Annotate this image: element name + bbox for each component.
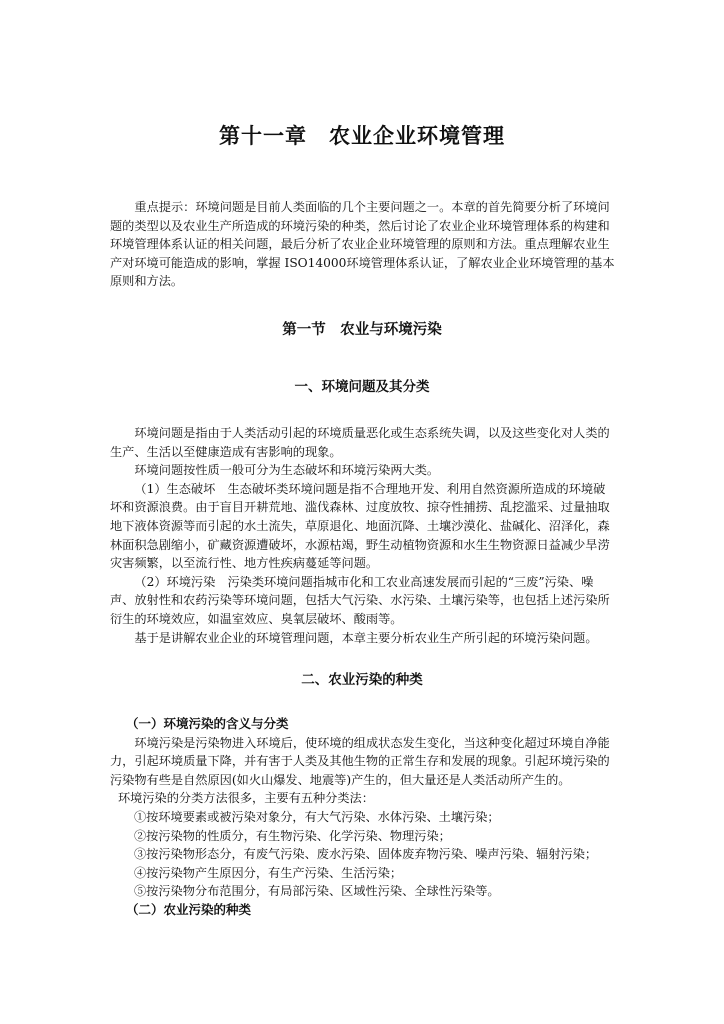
- paragraph: 环境问题按性质一般可分为生态破坏和环境污染两大类。: [134, 463, 440, 478]
- chapter-summary: 重点提示：环境问题是目前人类面临的几个主要问题之一。本章的首先简要分析了环境问题的类型以及农业生产所造成的环境污染的种类，然后讨论了农业企业环境管理体系的构建和环境管理体系认证的相关问题，最后分析了农业企业环境管理的原则和方法。重点理解农业生产对环境可能造成的影响，掌握 ISO14000环境管理体系认证，了解农业企业环境管理的基本原则和方法。: [110, 200, 615, 289]
- paragraph: 环境污染的分类方法很多，主要有五种分类法：: [118, 791, 374, 806]
- subsection-heading: （一）环境污染的含义与分类: [126, 716, 289, 731]
- part1-title: 一、环境问题及其分类: [294, 379, 430, 395]
- chapter-title: 第十一章 农业企业环境管理: [219, 124, 505, 148]
- list-item: ④按污染物产生原因分，有生产污染、生活污染；: [134, 865, 403, 880]
- list-item: ②按污染物的性质分，有生物污染、化学污染、物理污染；: [134, 828, 451, 843]
- paragraph: （2）环境污染 污染类环境问题指城市化和工农业高速发展而引起的“三废”污染、噪声、放射性和农药污染等环境问题，包括大气污染、水污染、土壤污染等，也包括上述污染所衍生的环境效应，如温室效应、臭氧层破坏、酸雨等。: [110, 574, 610, 626]
- subsection-heading: （二）农业污染的种类: [126, 901, 252, 917]
- part2-body: [110, 715, 615, 920]
- paragraph: 环境问题是指由于人类活动引起的环境质量恶化或生态系统失调，以及这些变化对人类的生产、生活以至健康造成有害影响的现象。: [110, 426, 610, 459]
- part2-title: 二、农业污染的种类: [301, 672, 423, 688]
- section-title: 第一节 农业与环境污染: [282, 322, 442, 338]
- paragraph: 基于是讲解农业企业的环境管理问题，本章主要分析农业生产所引起的环境污染问题。: [134, 630, 598, 645]
- paragraph: 环境污染是污染物进入环境后，使环境的组成状态发生变化，当这种变化超过环境自净能力，引起环境质量下降，并有害于人类及其他生物的正常生存和发展的现象。引起环境污染的污染物有些是自然原因(如火山爆发、地震等)产生的，但大量还是人类活动所产生的。: [110, 735, 610, 787]
- paragraph: （1）生态破坏 生态破坏类环境问题是指不合理地开发、利用自然资源所造成的环境破坏和资源浪费。由于盲目开耕荒地、滥伐森林、过度放牧、掠夺性捕捞、乱挖滥采、过量抽取地下液体资源等而引起的水土流失，草原退化、地面沉降、土壤沙漠化、盐碱化、沼泽化，森林面积急剧缩小，矿藏资源遭破坏，水源枯竭，野生动植物资源和水生生物资源日益减少旱涝灾害频繁，以至流行性、地方性疾病蔓延等问题。: [110, 481, 610, 571]
- list-item: ⑤按污染物分布范围分，有局部污染、区域性污染、全球性污染等。: [134, 884, 500, 899]
- list-item: ③按污染物形态分，有废气污染、废水污染、固体废弃物污染、噪声污染、辐射污染；: [134, 847, 598, 862]
- list-item: ①按环境要素或被污染对象分，有大气污染、水体污染、土壤污染；: [134, 809, 500, 824]
- part1-body: [110, 424, 615, 647]
